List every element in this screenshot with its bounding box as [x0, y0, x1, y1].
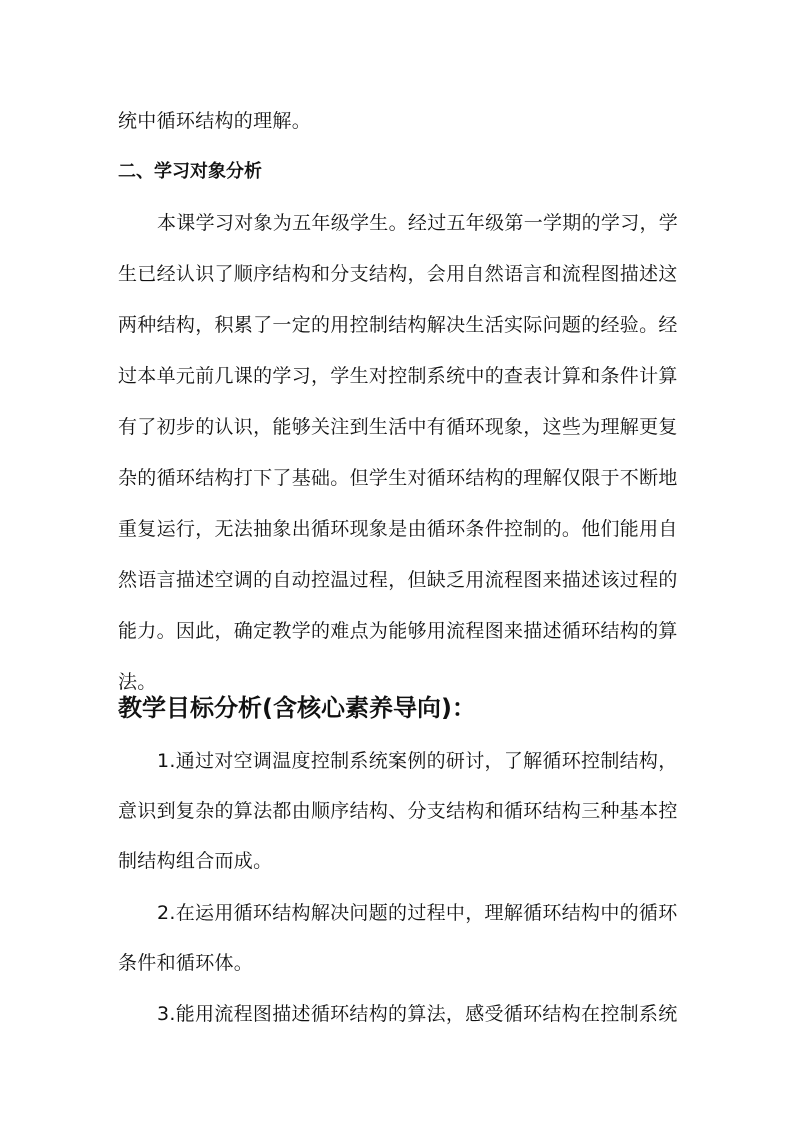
- paragraph-line: 能力。因此，确定教学的难点为能够用流程图来描述循环结构的算: [118, 620, 678, 642]
- paragraph-line: 然语言描述空调的自动控温过程，但缺乏用流程图来描述该过程的: [118, 569, 678, 591]
- paragraph-line: 生已经认识了顺序结构和分支结构，会用自然语言和流程图描述这: [118, 263, 678, 285]
- paragraph-line: 有了初步的认识，能够关注到生活中有循环现象，这些为理解更复: [118, 416, 678, 438]
- objective-line: 制结构组合而成。: [118, 850, 273, 872]
- paragraph-line: 过本单元前几课的学习，学生对控制系统中的查表计算和条件计算: [118, 365, 678, 387]
- paragraph-line: 杂的循环结构打下了基础。但学生对循环结构的理解仅限于不断地: [118, 467, 678, 489]
- section-heading-objectives: 教学目标分析(含核心素养导向)：: [118, 694, 476, 722]
- paragraph-line: 重复运行，无法抽象出循环现象是由循环条件控制的。他们能用自: [118, 518, 678, 540]
- objective-line: 意识到复杂的算法都由顺序结构、分支结构和循环结构三种基本控: [118, 800, 678, 822]
- objective-line: 条件和循环体。: [118, 952, 254, 974]
- objective-line: 2.在运用循环结构解决问题的过程中，理解循环结构中的循环: [157, 902, 678, 924]
- objective-line: 1.通过对空调温度控制系统案例的研讨，了解循环控制结构，: [157, 750, 678, 772]
- section-heading-learner-analysis: 二、学习对象分析: [118, 161, 262, 182]
- objective-line: 3.能用流程图描述循环结构的算法，感受循环结构在控制系统: [157, 1003, 678, 1025]
- paragraph-line: 本课学习对象为五年级学生。经过五年级第一学期的学习，学: [157, 212, 679, 234]
- paragraph-line: 两种结构，积累了一定的用控制结构解决生活实际问题的经验。经: [118, 314, 678, 336]
- paragraph-line: 法。: [118, 671, 157, 693]
- intro-tail-line: 统中循环结构的理解。: [118, 110, 312, 132]
